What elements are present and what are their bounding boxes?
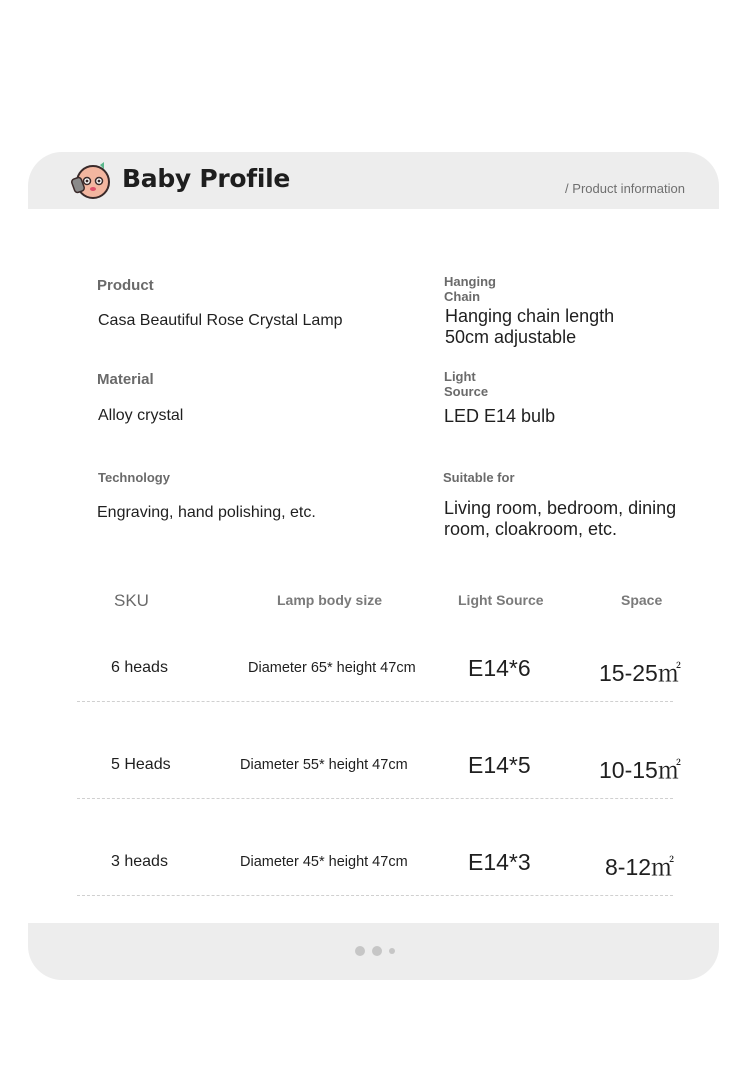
suitable-for-value — [444, 498, 744, 540]
technology-label: Technology — [98, 470, 170, 485]
light-source-value: LED E14 bulb — [444, 406, 556, 426]
column-header-sku: SKU — [114, 591, 149, 610]
sku-cell: 6 heads — [111, 659, 168, 676]
suitable-for-value-line1: Living room, bedroom, dining — [444, 498, 677, 518]
suitable-for-label: Suitable for — [443, 470, 515, 485]
baby-mascot-icon — [70, 161, 114, 201]
column-header-space: Space — [621, 592, 663, 608]
material-label: Material — [97, 371, 154, 388]
hanging-chain-label — [444, 274, 496, 304]
light-source-label — [444, 369, 488, 399]
sku-cell: 5 Heads — [111, 756, 171, 773]
card-header — [28, 152, 719, 209]
space-cell: 15-25㎡ — [599, 660, 681, 686]
pagination-dot[interactable] — [355, 946, 365, 956]
light-source-label-line2: Source — [444, 384, 489, 399]
suitable-for-value-line2: room, cloakroom, etc. — [444, 519, 618, 539]
light-source-cell: E14*3 — [468, 849, 531, 875]
pagination-dot[interactable] — [389, 948, 395, 954]
card-footer — [28, 923, 719, 980]
material-value: Alloy crystal — [98, 407, 184, 424]
row-divider — [77, 701, 673, 702]
light-source-cell: E14*5 — [468, 752, 531, 778]
size-cell: Diameter 55* height 47cm — [240, 757, 408, 773]
page-title: Baby Profile — [122, 164, 291, 193]
hanging-chain-value-line2: 50cm adjustable — [445, 327, 577, 347]
pagination-dot[interactable] — [372, 946, 382, 956]
hanging-chain-value-line1: Hanging chain length — [445, 306, 615, 326]
light-source-label-line1: Light — [444, 369, 476, 384]
column-header-lamp-size: Lamp body size — [277, 592, 383, 608]
sku-cell: 3 heads — [111, 853, 168, 870]
space-cell: 8-12㎡ — [605, 854, 675, 880]
hanging-chain-label-line1: Hanging — [444, 274, 496, 289]
hanging-chain-value — [445, 306, 735, 348]
row-divider — [77, 895, 673, 896]
product-label: Product — [97, 277, 154, 294]
breadcrumb: / Product information — [565, 181, 685, 196]
column-header-light-source: Light Source — [458, 592, 544, 608]
product-value: Casa Beautiful Rose Crystal Lamp — [98, 312, 343, 329]
light-source-cell: E14*6 — [468, 655, 531, 681]
row-divider — [77, 798, 673, 799]
space-cell: 10-15㎡ — [599, 757, 681, 783]
size-cell: Diameter 65* height 47cm — [248, 660, 416, 676]
hanging-chain-label-line2: Chain — [444, 289, 481, 304]
technology-value: Engraving, hand polishing, etc. — [97, 504, 316, 521]
size-cell: Diameter 45* height 47cm — [240, 854, 408, 870]
